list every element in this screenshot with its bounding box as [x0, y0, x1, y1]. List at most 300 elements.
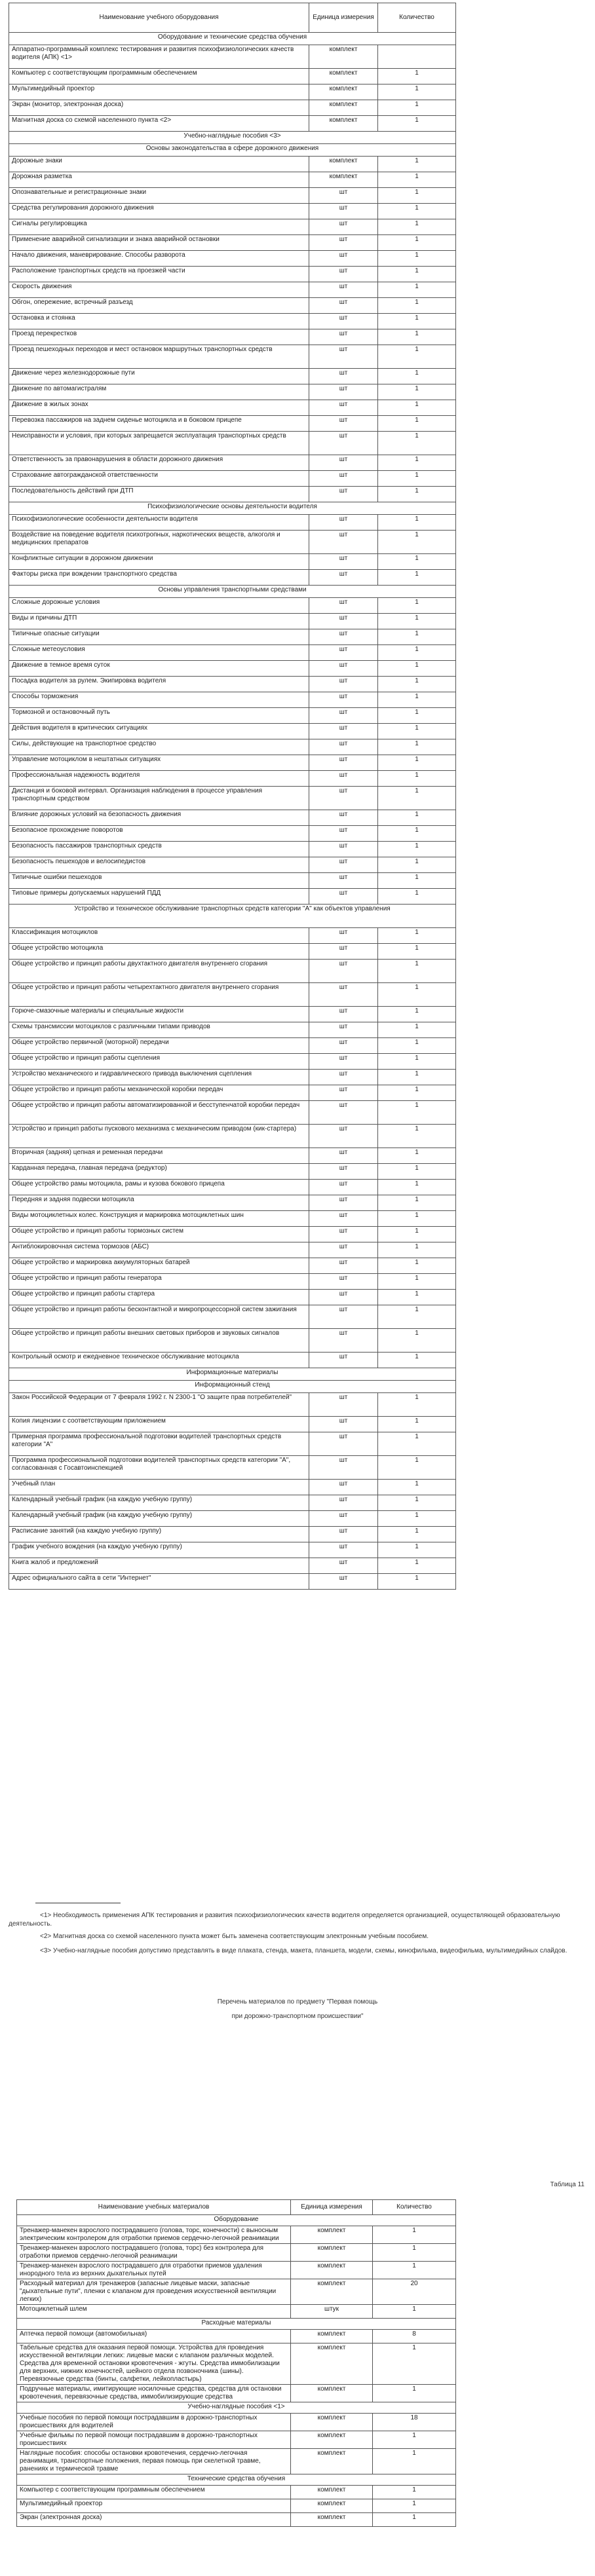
- item-name: Общее устройство и принцип работы сцепления: [9, 1054, 309, 1070]
- item-name: Посадка водителя за рулем. Экипировка водителя: [9, 677, 309, 692]
- item-unit: шт: [309, 1242, 378, 1258]
- table-row: [9, 1054, 456, 1070]
- item-unit: шт: [309, 235, 378, 251]
- item-unit: комплект: [309, 100, 378, 116]
- table-row: [9, 739, 456, 755]
- item-name: Классификация мотоциклов: [9, 928, 309, 944]
- section-title: Оборудование: [17, 2215, 456, 2226]
- table-row: [17, 2431, 456, 2449]
- table-row: [17, 2449, 456, 2474]
- item-qty: 1: [378, 787, 456, 810]
- item-name: Магнитная доска со схемой населенного пункта <2>: [9, 116, 309, 132]
- item-unit: комплект: [309, 116, 378, 132]
- table-row: [9, 314, 456, 329]
- item-unit: шт: [309, 369, 378, 384]
- table-row: [9, 384, 456, 400]
- item-qty: 1: [373, 2262, 456, 2279]
- item-name: Вторичная (задняя) цепная и ременная передачи: [9, 1148, 309, 1164]
- item-qty: 1: [378, 369, 456, 384]
- item-qty: 1: [378, 416, 456, 432]
- item-qty: 1: [378, 826, 456, 842]
- footnote-2: <2> Магнитная доска со схемой населенного пункта может быть заменена соответствующим электронным учебным пособием.: [40, 1933, 429, 1940]
- item-unit: шт: [309, 724, 378, 739]
- table-row: [9, 219, 456, 235]
- item-name: Психофизиологические особенности деятельности водителя: [9, 515, 309, 531]
- item-name: Неисправности и условия, при которых запрещается эксплуатация транспортных средств: [9, 432, 309, 455]
- item-qty: 1: [378, 400, 456, 416]
- section-title: Информационный стенд: [9, 1381, 456, 1393]
- item-name: Компьютер с соответствующим программным обеспечением: [9, 69, 309, 84]
- item-unit: шт: [309, 267, 378, 282]
- item-unit: шт: [309, 570, 378, 586]
- table-row: [9, 1542, 456, 1558]
- item-unit: шт: [309, 554, 378, 570]
- item-qty: 1: [378, 1432, 456, 1456]
- table-row: [9, 960, 456, 983]
- item-name: Общее устройство и маркировка аккумуляторных батарей: [9, 1258, 309, 1274]
- item-qty: 1: [378, 944, 456, 960]
- table-row: [9, 889, 456, 905]
- item-unit: шт: [309, 614, 378, 629]
- item-unit: шт: [309, 1227, 378, 1242]
- item-unit: шт: [309, 755, 378, 771]
- item-qty: 1: [378, 1558, 456, 1574]
- item-qty: 1: [378, 235, 456, 251]
- table-row: [9, 1180, 456, 1195]
- header-name: Наименование учебного оборудования: [9, 3, 309, 33]
- table-row: [9, 1527, 456, 1542]
- item-name: Конфликтные ситуации в дорожном движении: [9, 554, 309, 570]
- item-unit: шт: [309, 400, 378, 416]
- item-qty: 1: [378, 554, 456, 570]
- item-name: Типичные опасные ситуации: [9, 629, 309, 645]
- item-unit: комплект: [309, 84, 378, 100]
- item-name: Безопасность пешеходов и велосипедистов: [9, 857, 309, 873]
- item-qty: 1: [378, 1511, 456, 1527]
- item-unit: шт: [309, 1393, 378, 1417]
- item-unit: комплект: [291, 2279, 373, 2305]
- item-qty: 1: [378, 1038, 456, 1054]
- item-unit: шт: [309, 1085, 378, 1101]
- item-name: Проезд перекрестков: [9, 329, 309, 345]
- item-qty: 1: [378, 219, 456, 235]
- item-name: Применение аварийной сигнализации и знака аварийной остановки: [9, 235, 309, 251]
- item-unit: комплект: [291, 2431, 373, 2449]
- item-qty: 1: [378, 69, 456, 84]
- table-row: [9, 282, 456, 298]
- table-header-row: [17, 2200, 456, 2215]
- section-row: [9, 144, 456, 157]
- item-qty: 1: [378, 1305, 456, 1329]
- item-name: Безопасность пассажиров транспортных средств: [9, 842, 309, 857]
- table-row: [9, 771, 456, 787]
- item-qty: 1: [378, 1542, 456, 1558]
- item-qty: 1: [378, 873, 456, 889]
- item-qty: 1: [378, 455, 456, 471]
- item-unit: шт: [309, 1417, 378, 1432]
- table-row: [9, 116, 456, 132]
- table-row: [9, 1022, 456, 1038]
- item-name: Дорожные знаки: [9, 157, 309, 172]
- item-unit: шт: [309, 787, 378, 810]
- item-name: Расходный материал для тренажеров (запасные лицевые маски, запасные "дыхательные пути", пленки с клапаном для проведения искусственной вентиляции легких): [17, 2279, 291, 2305]
- item-name: Общее устройство и принцип работы двухтактного двигателя внутреннего сгорания: [9, 960, 309, 983]
- item-unit: шт: [309, 1542, 378, 1558]
- item-qty: 20: [373, 2279, 456, 2305]
- item-name: Сложные дорожные условия: [9, 598, 309, 614]
- item-qty: 1: [378, 515, 456, 531]
- item-unit: шт: [309, 1527, 378, 1542]
- item-name: Виды мотоциклетных колес. Конструкция и маркировка мотоциклетных шин: [9, 1211, 309, 1227]
- item-name: Мультимедийный проектор: [17, 2499, 291, 2513]
- item-name: Аппаратно-программный комплекс тестирования и развития психофизиологических качеств водителя (АПК) <1>: [9, 45, 309, 69]
- item-name: Общее устройство первичной (моторной) передачи: [9, 1038, 309, 1054]
- table-row: [9, 1274, 456, 1290]
- item-name: Движение через железнодорожные пути: [9, 369, 309, 384]
- item-qty: 1: [373, 2449, 456, 2474]
- item-name: Общее устройство и принцип работы внешних световых приборов и звуковых сигналов: [9, 1329, 309, 1353]
- caption-line-2: при дорожно-транспортном происшествии": [231, 2013, 364, 2020]
- item-name: Программа профессиональной подготовки водителей транспортных средств категории "A", согласованная с Госавтоинспекцией: [9, 1456, 309, 1480]
- item-qty: 1: [373, 2343, 456, 2385]
- item-name: Контрольный осмотр и ежедневное техническое обслуживание мотоцикла: [9, 1353, 309, 1368]
- table-row: [9, 1101, 456, 1125]
- item-unit: шт: [309, 219, 378, 235]
- section-title: Основы законодательства в сфере дорожного движения: [9, 144, 456, 157]
- item-qty: 1: [378, 1456, 456, 1480]
- section-row: [9, 1381, 456, 1393]
- item-name: Действия водителя в критических ситуациях: [9, 724, 309, 739]
- item-name: Компьютер с соответствующим программным обеспечением: [17, 2486, 291, 2499]
- item-name: Движение в темное время суток: [9, 661, 309, 677]
- item-qty: 1: [378, 204, 456, 219]
- table-row: [9, 944, 456, 960]
- item-qty: 1: [378, 172, 456, 188]
- table-row: [9, 873, 456, 889]
- item-name: Проезд пешеходных переходов и мест остановок маршрутных транспортных средств: [9, 345, 309, 369]
- item-unit: шт: [309, 983, 378, 1007]
- table-row: [9, 416, 456, 432]
- table-row: [9, 1511, 456, 1527]
- item-name: Дорожная разметка: [9, 172, 309, 188]
- table-row: [9, 487, 456, 502]
- item-name: Средства регулирования дорожного движения: [9, 204, 309, 219]
- item-qty: 1: [378, 188, 456, 204]
- table-row: [9, 1258, 456, 1274]
- item-qty: 1: [378, 314, 456, 329]
- item-unit: шт: [309, 692, 378, 708]
- item-name: Антиблокировочная система тормозов (АБС): [9, 1242, 309, 1258]
- item-unit: шт: [309, 432, 378, 455]
- item-name: Примерная программа профессиональной подготовки водителей транспортных средств категории "A": [9, 1432, 309, 1456]
- item-qty: 1: [378, 531, 456, 554]
- item-name: Факторы риска при вождении транспортного средства: [9, 570, 309, 586]
- section-title: Учебно-наглядные пособия <3>: [9, 132, 456, 144]
- table-row: [9, 826, 456, 842]
- header-qty: Количество: [378, 3, 456, 33]
- item-qty: 1: [378, 928, 456, 944]
- table-row: [9, 1329, 456, 1353]
- item-qty: 1: [373, 2499, 456, 2513]
- first-aid-table-body: [17, 2215, 456, 2527]
- item-qty: 1: [378, 1480, 456, 1495]
- item-qty: 1: [378, 267, 456, 282]
- table-row: [17, 2262, 456, 2279]
- item-unit: комплект: [291, 2262, 373, 2279]
- item-qty: 1: [378, 677, 456, 692]
- item-qty: 1: [378, 645, 456, 661]
- table-row: [9, 432, 456, 455]
- header-name: Наименование учебных материалов: [17, 2200, 291, 2215]
- item-qty: 18: [373, 2414, 456, 2431]
- item-unit: комплект: [291, 2330, 373, 2343]
- table-row: [9, 1125, 456, 1148]
- item-qty: 1: [378, 298, 456, 314]
- item-name: Воздействие на поведение водителя психотропных, наркотических веществ, алкоголя и медицинских препаратов: [9, 531, 309, 554]
- table-row: [9, 1495, 456, 1511]
- item-name: Общее устройство и принцип работы тормозных систем: [9, 1227, 309, 1242]
- item-qty: 8: [373, 2330, 456, 2343]
- item-unit: шт: [309, 598, 378, 614]
- item-unit: шт: [309, 416, 378, 432]
- item-unit: шт: [309, 1480, 378, 1495]
- header-unit: Единица измерения: [291, 2200, 373, 2215]
- item-unit: шт: [309, 531, 378, 554]
- table-row: [9, 629, 456, 645]
- item-unit: шт: [309, 1305, 378, 1329]
- item-qty: 1: [373, 2513, 456, 2527]
- section-title: Основы управления транспортными средствами: [9, 586, 456, 598]
- item-unit: шт: [309, 739, 378, 755]
- item-unit: шт: [309, 1164, 378, 1180]
- header-qty: Количество: [373, 2200, 456, 2215]
- item-qty: 1: [378, 345, 456, 369]
- item-qty: 1: [378, 1148, 456, 1164]
- item-unit: шт: [309, 329, 378, 345]
- table-row: [9, 157, 456, 172]
- item-unit: шт: [309, 873, 378, 889]
- item-name: Экран (электронная доска): [17, 2513, 291, 2527]
- footnote-3: <3> Учебно-наглядные пособия допустимо представлять в виде плаката, стенда, макета, планшета, модели, схемы, кинофильма, видеофильма, мультимедийных слайдов.: [40, 1947, 567, 1954]
- table-row: [9, 345, 456, 369]
- table-row: [9, 692, 456, 708]
- item-name: Общее устройство и принцип работы механической коробки передач: [9, 1085, 309, 1101]
- item-unit: шт: [309, 1125, 378, 1148]
- table-row: [9, 614, 456, 629]
- item-name: Общее устройство и принцип работы генератора: [9, 1274, 309, 1290]
- item-qty: 1: [378, 157, 456, 172]
- table-row: [9, 455, 456, 471]
- section-row: [17, 2474, 456, 2486]
- equipment-table-body: [9, 33, 456, 1590]
- section-row: [9, 502, 456, 515]
- section-row: [9, 586, 456, 598]
- item-name: Расположение транспортных средств на проезжей части: [9, 267, 309, 282]
- item-name: Устройство и принцип работы пускового механизма с механическим приводом (кик-стартера): [9, 1125, 309, 1148]
- table-row: [9, 857, 456, 873]
- table-row: [9, 1148, 456, 1164]
- item-qty: 1: [373, 2385, 456, 2402]
- table-row: [9, 787, 456, 810]
- item-unit: шт: [309, 188, 378, 204]
- item-qty: 1: [378, 1164, 456, 1180]
- item-name: Наглядные пособия: способы остановки кровотечения, сердечно-легочная реанимация, транспортные положения, первая помощь при скелетной травме, ранениях и термической травме: [17, 2449, 291, 2474]
- item-unit: комплект: [291, 2385, 373, 2402]
- item-name: Последовательность действий при ДТП: [9, 487, 309, 502]
- item-unit: комплект: [309, 69, 378, 84]
- item-unit: комплект: [291, 2226, 373, 2244]
- item-qty: 1: [378, 487, 456, 502]
- item-qty: 1: [378, 384, 456, 400]
- item-qty: 1: [378, 84, 456, 100]
- table-row: [17, 2305, 456, 2319]
- table-row: [9, 100, 456, 116]
- item-name: Подручные материалы, имитирующие носилочные средства, средства для остановки кровотечения, перевязочные средства, иммобилизирующие средства: [17, 2385, 291, 2402]
- item-unit: комплект: [291, 2244, 373, 2262]
- item-unit: шт: [309, 645, 378, 661]
- item-name: Обгон, опережение, встречный разъезд: [9, 298, 309, 314]
- item-qty: 1: [378, 960, 456, 983]
- item-qty: 1: [378, 1417, 456, 1432]
- first-aid-materials-table: [16, 2199, 456, 2527]
- item-name: Общее устройство и принцип работы бесконтактной и микропроцессорной систем зажигания: [9, 1305, 309, 1329]
- item-unit: шт: [309, 1290, 378, 1305]
- item-unit: шт: [309, 455, 378, 471]
- table-row: [9, 724, 456, 739]
- item-unit: шт: [309, 842, 378, 857]
- item-qty: 1: [373, 2486, 456, 2499]
- item-name: Перевозка пассажиров на заднем сиденье мотоцикла и в боковом прицепе: [9, 416, 309, 432]
- item-name: Календарный учебный график (на каждую учебную группу): [9, 1511, 309, 1527]
- item-unit: штук: [291, 2305, 373, 2319]
- item-name: Расписание занятий (на каждую учебную группу): [9, 1527, 309, 1542]
- section-row: [9, 905, 456, 928]
- item-unit: шт: [309, 1054, 378, 1070]
- table-row: [9, 298, 456, 314]
- table-row: [9, 400, 456, 416]
- item-name: Табельные средства для оказания первой помощи. Устройства для проведения искусственной вентиляции легких: лицевые маски с клапаном различных моделей. Средства для временной остановки кровотечения - жгуты. Средства иммобилизации для верхних, нижних конечностей, шейного отдела позвоночника (шины). Перевязочные средства (бинты, салфетки, лейкопластырь): [17, 2343, 291, 2385]
- item-name: Учебные фильмы по первой помощи пострадавшим в дорожно-транспортных происшествиях: [17, 2431, 291, 2449]
- item-unit: шт: [309, 1211, 378, 1227]
- item-unit: шт: [309, 771, 378, 787]
- item-qty: 1: [373, 2431, 456, 2449]
- section-row: [9, 33, 456, 45]
- item-qty: 1: [378, 1258, 456, 1274]
- table-row: [17, 2486, 456, 2499]
- item-name: Учебный план: [9, 1480, 309, 1495]
- item-unit: шт: [309, 1022, 378, 1038]
- section-title: Учебно-наглядные пособия <1>: [17, 2402, 456, 2414]
- item-qty: 1: [378, 629, 456, 645]
- item-name: Копия лицензии с соответствующим приложением: [9, 1417, 309, 1432]
- table-row: [9, 661, 456, 677]
- item-name: Закон Российской Федерации от 7 февраля 1992 г. N 2300-1 "О защите прав потребителей": [9, 1393, 309, 1417]
- item-unit: шт: [309, 1353, 378, 1368]
- item-unit: комплект: [291, 2343, 373, 2385]
- table-row: [9, 570, 456, 586]
- item-qty: 1: [378, 889, 456, 905]
- item-qty: 1: [378, 570, 456, 586]
- item-qty: 1: [378, 282, 456, 298]
- item-name: Начало движения, маневрирование. Способы разворота: [9, 251, 309, 267]
- item-qty: 1: [378, 598, 456, 614]
- item-qty: 1: [378, 708, 456, 724]
- item-name: Общее устройство и принцип работы стартера: [9, 1290, 309, 1305]
- item-unit: комплект: [291, 2486, 373, 2499]
- item-qty: 1: [378, 1054, 456, 1070]
- item-name: Экран (монитор, электронная доска): [9, 100, 309, 116]
- item-qty: 1: [378, 1180, 456, 1195]
- item-name: Профессиональная надежность водителя: [9, 771, 309, 787]
- table-row: [9, 204, 456, 219]
- item-name: Сигналы регулировщика: [9, 219, 309, 235]
- table-row: [17, 2244, 456, 2262]
- item-qty: 1: [378, 1329, 456, 1353]
- item-name: Общее устройство и принцип работы четырехтактного двигателя внутреннего сгорания: [9, 983, 309, 1007]
- item-unit: шт: [309, 471, 378, 487]
- item-qty: 1: [378, 1290, 456, 1305]
- item-qty: 1: [378, 1393, 456, 1417]
- item-qty: 1: [378, 810, 456, 826]
- item-name: Остановка и стоянка: [9, 314, 309, 329]
- item-unit: шт: [309, 1456, 378, 1480]
- table-row: [9, 1353, 456, 1368]
- item-qty: 1: [378, 1070, 456, 1085]
- item-unit: шт: [309, 857, 378, 873]
- item-unit: шт: [309, 1511, 378, 1527]
- table-row: [17, 2343, 456, 2385]
- item-name: Схемы трансмиссии мотоциклов с различными типами приводов: [9, 1022, 309, 1038]
- item-unit: шт: [309, 944, 378, 960]
- item-unit: шт: [309, 1558, 378, 1574]
- item-name: График учебного вождения (на каждую учебную группу): [9, 1542, 309, 1558]
- table-row: [9, 188, 456, 204]
- item-name: Аптечка первой помощи (автомобильная): [17, 2330, 291, 2343]
- table-row: [9, 1038, 456, 1054]
- table-row: [9, 645, 456, 661]
- item-unit: шт: [309, 298, 378, 314]
- item-qty: 1: [373, 2305, 456, 2319]
- item-unit: шт: [309, 928, 378, 944]
- item-name: Способы торможения: [9, 692, 309, 708]
- table-row: [9, 84, 456, 100]
- item-qty: 1: [378, 1007, 456, 1022]
- section-title: Расходные материалы: [17, 2319, 456, 2330]
- item-qty: 1: [378, 1495, 456, 1511]
- item-unit: шт: [309, 1195, 378, 1211]
- item-qty: 1: [378, 1227, 456, 1242]
- item-name: Тренажер-манекен взрослого пострадавшего для отработки приемов удаления инородного тела из верхних дыхательных путей: [17, 2262, 291, 2279]
- table-row: [9, 1305, 456, 1329]
- item-name: Движение по автомагистралям: [9, 384, 309, 400]
- table-row: [17, 2513, 456, 2527]
- item-unit: шт: [309, 314, 378, 329]
- table-row: [9, 1393, 456, 1417]
- item-name: Устройство механического и гидравлического привода выключения сцепления: [9, 1070, 309, 1085]
- item-unit: шт: [309, 708, 378, 724]
- item-qty: 1: [378, 329, 456, 345]
- item-name: Адрес официального сайта в сети "Интернет": [9, 1574, 309, 1590]
- item-unit: шт: [309, 826, 378, 842]
- table-row: [9, 1195, 456, 1211]
- item-name: Виды и причины ДТП: [9, 614, 309, 629]
- table-row: [9, 810, 456, 826]
- footnote-1: <1> Необходимость применения АПК тестирования и развития психофизиологических качеств водителя определяется организацией, осуществляющей образовательную деятельность.: [9, 1912, 560, 1928]
- item-unit: шт: [309, 1329, 378, 1353]
- section-title: Информационные материалы: [9, 1368, 456, 1381]
- table-number: Таблица 11: [550, 2181, 585, 2188]
- item-name: Управление мотоциклом в нештатных ситуациях: [9, 755, 309, 771]
